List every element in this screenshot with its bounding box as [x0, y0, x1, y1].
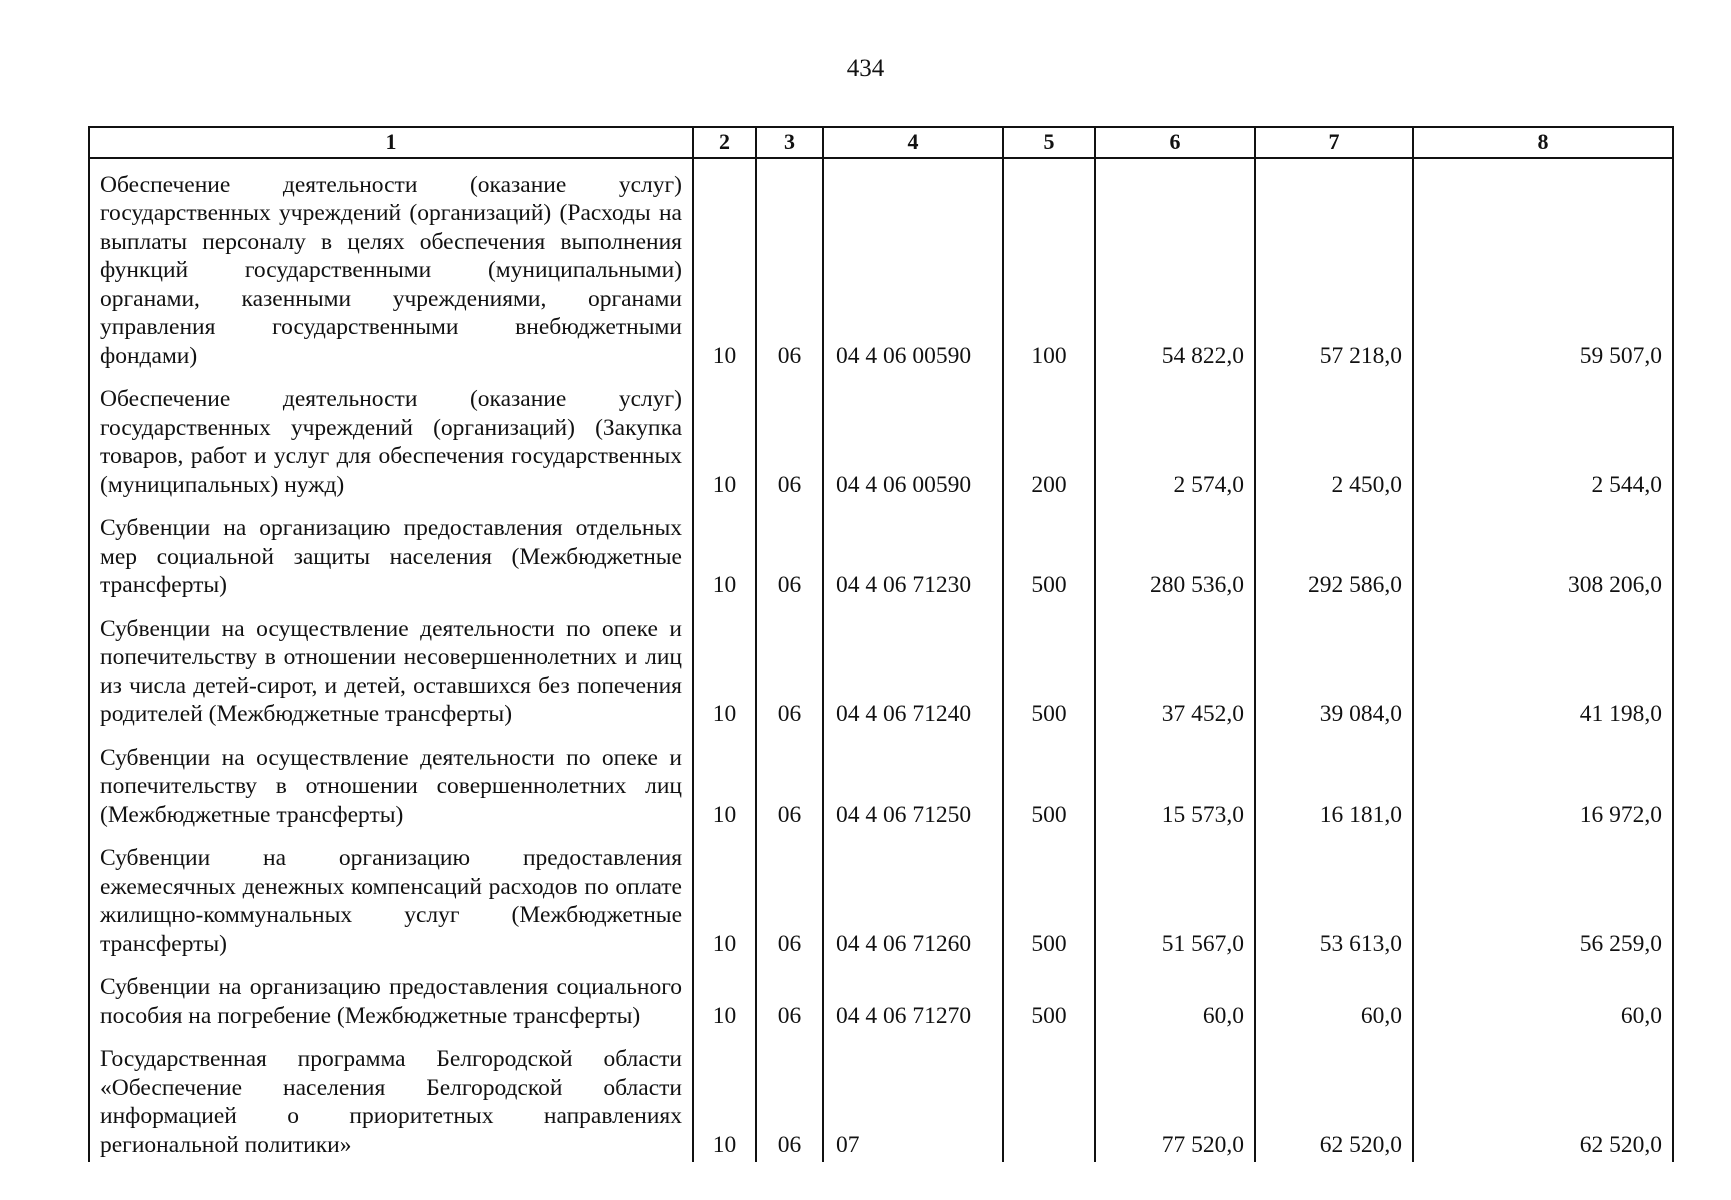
row-subsection: 06 — [756, 158, 823, 374]
row-expense-type: 100 — [1003, 158, 1095, 374]
header-row — [89, 127, 1673, 158]
row-target-article: 04 4 06 71230 — [823, 502, 1003, 603]
page-number: 434 — [846, 55, 885, 82]
row-amount-col7: 16 181,0 — [1255, 732, 1413, 833]
row-amount-col6: 280 536,0 — [1095, 502, 1255, 603]
row-section: 10 — [693, 732, 756, 833]
row-description: Субвенции на организацию предоставления ежемесячных денежных компенсаций расходов по оплате жилищно-коммунальных услуг (Межбюджетные трансферты) — [89, 832, 693, 961]
row-target-article: 04 4 06 71240 — [823, 603, 1003, 732]
row-subsection: 06 — [756, 1033, 823, 1162]
row-amount-col8: 308 206,0 — [1413, 502, 1673, 603]
row-amount-col7: 39 084,0 — [1255, 603, 1413, 732]
row-expense-type: 500 — [1003, 502, 1095, 603]
table-row — [89, 732, 1673, 833]
row-subsection: 06 — [756, 732, 823, 833]
row-subsection: 06 — [756, 603, 823, 732]
row-amount-col6: 60,0 — [1095, 961, 1255, 1033]
row-subsection: 06 — [756, 832, 823, 961]
row-amount-col6: 54 822,0 — [1095, 158, 1255, 374]
row-description: Государственная программа Белгородской области «Обеспечение населения Белгородской области информацией о приоритетных направлениях региональной политики» — [89, 1033, 693, 1162]
row-expense-type — [1003, 1033, 1095, 1162]
header-col-7: 7 — [1255, 127, 1413, 158]
row-amount-col7: 57 218,0 — [1255, 158, 1413, 374]
row-expense-type: 500 — [1003, 961, 1095, 1033]
table-row — [89, 832, 1673, 961]
row-amount-col6: 51 567,0 — [1095, 832, 1255, 961]
row-description: Обеспечение деятельности (оказание услуг) государственных учреждений (организаций) (Закупка товаров, работ и услуг для обеспечения государственных (муниципальных) нужд) — [89, 373, 693, 502]
table-body — [89, 158, 1673, 1163]
row-amount-col6: 77 520,0 — [1095, 1033, 1255, 1162]
header-col-3: 3 — [756, 127, 823, 158]
row-subsection: 06 — [756, 502, 823, 603]
budget-table — [88, 126, 1674, 1162]
row-description: Субвенции на организацию предоставления социального пособия на погребение (Межбюджетные трансферты) — [89, 961, 693, 1033]
row-amount-col8: 59 507,0 — [1413, 158, 1673, 374]
row-amount-col7: 60,0 — [1255, 961, 1413, 1033]
row-section: 10 — [693, 832, 756, 961]
row-amount-col8: 60,0 — [1413, 961, 1673, 1033]
row-target-article: 04 4 06 71260 — [823, 832, 1003, 961]
row-section: 10 — [693, 373, 756, 502]
table-row — [89, 603, 1673, 732]
row-amount-col7: 292 586,0 — [1255, 502, 1413, 603]
table-header — [89, 127, 1673, 158]
row-section: 10 — [693, 603, 756, 732]
row-section: 10 — [693, 158, 756, 374]
row-expense-type: 500 — [1003, 832, 1095, 961]
row-target-article: 04 4 06 71250 — [823, 732, 1003, 833]
table-row — [89, 158, 1673, 374]
header-col-2: 2 — [693, 127, 756, 158]
row-description: Субвенции на осуществление деятельности по опеке и попечительству в отношении несовершеннолетних и лиц из числа детей-сирот, и детей, оставшихся без попечения родителей (Межбюджетные трансферты) — [89, 603, 693, 732]
row-amount-col8: 62 520,0 — [1413, 1033, 1673, 1162]
table-row — [89, 373, 1673, 502]
header-col-8: 8 — [1413, 127, 1673, 158]
row-amount-col7: 62 520,0 — [1255, 1033, 1413, 1162]
header-col-1: 1 — [89, 127, 693, 158]
row-target-article: 04 4 06 00590 — [823, 158, 1003, 374]
row-target-article: 04 4 06 00590 — [823, 373, 1003, 502]
table-row — [89, 1033, 1673, 1162]
row-amount-col7: 53 613,0 — [1255, 832, 1413, 961]
row-amount-col8: 2 544,0 — [1413, 373, 1673, 502]
row-expense-type: 200 — [1003, 373, 1095, 502]
row-description: Субвенции на организацию предоставления отдельных мер социальной защиты населения (Межбюджетные трансферты) — [89, 502, 693, 603]
row-amount-col8: 41 198,0 — [1413, 603, 1673, 732]
row-expense-type: 500 — [1003, 732, 1095, 833]
row-section: 10 — [693, 502, 756, 603]
table-row — [89, 502, 1673, 603]
row-amount-col6: 15 573,0 — [1095, 732, 1255, 833]
row-target-article: 04 4 06 71270 — [823, 961, 1003, 1033]
header-col-4: 4 — [823, 127, 1003, 158]
row-amount-col6: 37 452,0 — [1095, 603, 1255, 732]
row-section: 10 — [693, 961, 756, 1033]
row-section: 10 — [693, 1033, 756, 1162]
header-col-5: 5 — [1003, 127, 1095, 158]
row-description: Субвенции на осуществление деятельности по опеке и попечительству в отношении совершеннолетних лиц (Межбюджетные трансферты) — [89, 732, 693, 833]
row-target-article: 07 — [823, 1033, 1003, 1162]
row-amount-col7: 2 450,0 — [1255, 373, 1413, 502]
row-subsection: 06 — [756, 373, 823, 502]
table-row — [89, 961, 1673, 1033]
row-amount-col8: 16 972,0 — [1413, 732, 1673, 833]
row-description: Обеспечение деятельности (оказание услуг) государственных учреждений (организаций) (Расходы на выплаты персоналу в целях обеспечения выполнения функций государственными (муниципальными) органами, казенными учреждениями, органами управления государственными внебюджетными фондами) — [89, 158, 693, 374]
row-amount-col6: 2 574,0 — [1095, 373, 1255, 502]
row-amount-col8: 56 259,0 — [1413, 832, 1673, 961]
row-expense-type: 500 — [1003, 603, 1095, 732]
row-subsection: 06 — [756, 961, 823, 1033]
header-col-6: 6 — [1095, 127, 1255, 158]
